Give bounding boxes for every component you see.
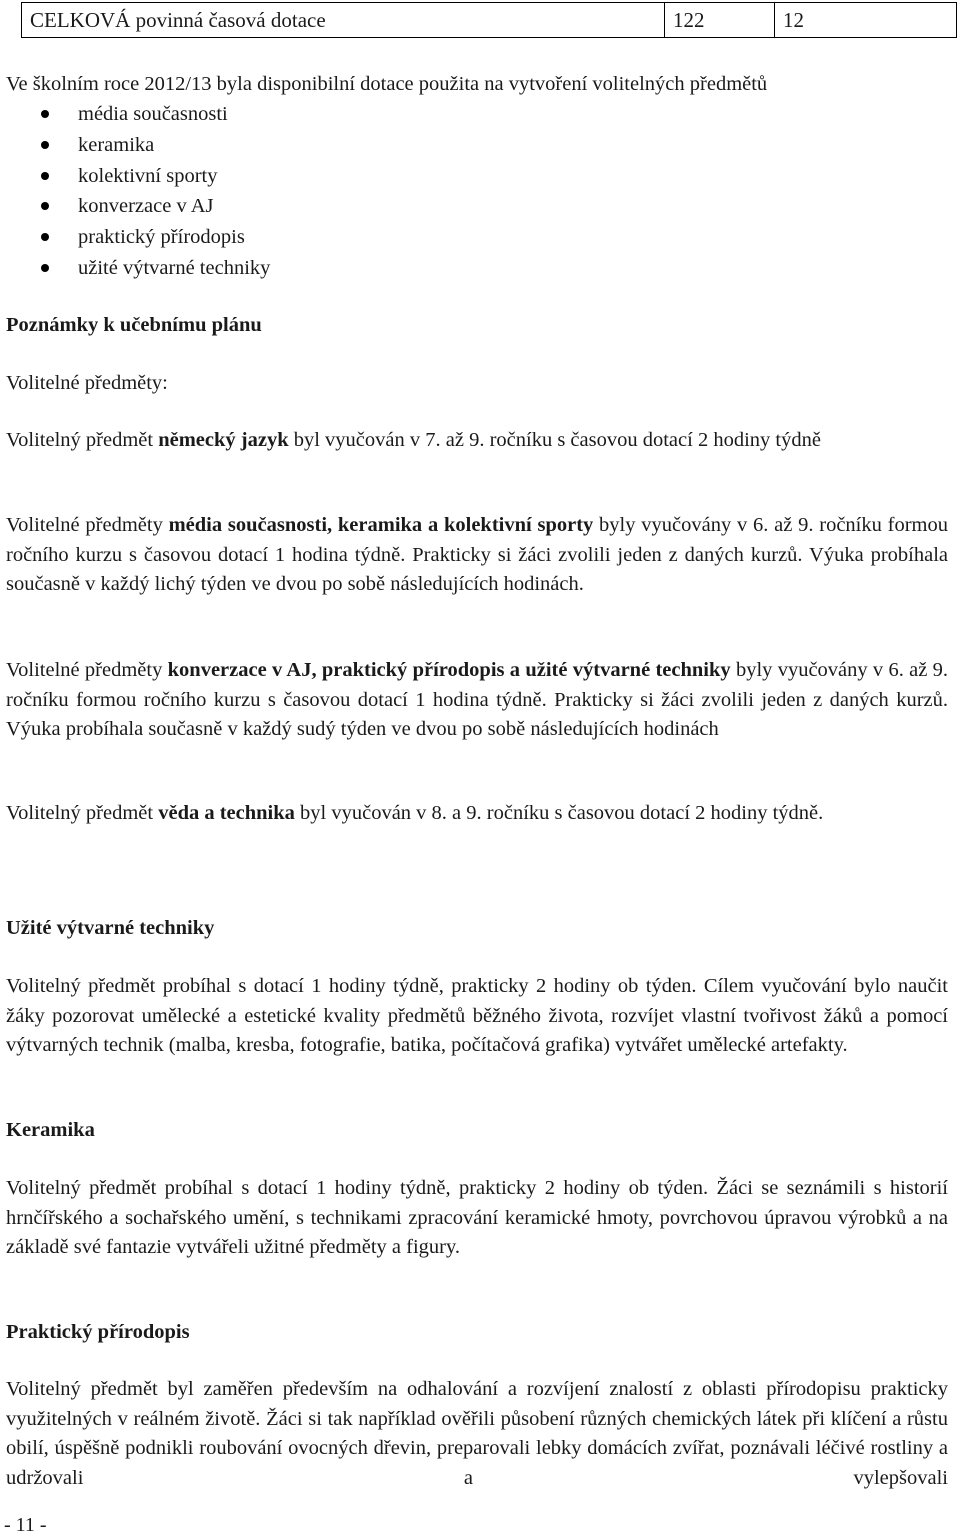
bullet-icon xyxy=(41,233,49,241)
uvt-heading: Užité výtvarné techniky xyxy=(6,917,215,939)
uvt-paragraph: Volitelný předmět probíhal s dotací 1 hodiny týdně, prakticky 2 hodiny ob týden. Cílem vyučování bylo naučit žáky pozorovat umělecké a estetické kvality předmětů běžného života, rozvíjet vlastní tvořivost žáků a pomocí výtvarných technik (malba, kresba, fotografie, batika, počítačová grafika) vytvářet umělecké artefakty. xyxy=(6,975,948,1056)
bullet-icon xyxy=(41,172,49,180)
bullet-icon xyxy=(41,202,49,210)
keramika-heading: Keramika xyxy=(6,1119,95,1141)
page-number: - 11 - xyxy=(4,1514,47,1536)
table-row xyxy=(22,3,957,38)
total-value-cell: 122 xyxy=(665,3,775,38)
total-hours-table xyxy=(21,2,957,38)
list-item: média současnosti xyxy=(0,99,270,130)
prirodopis-heading: Praktický přírodopis xyxy=(6,1321,190,1343)
list-item: praktický přírodopis xyxy=(0,222,270,253)
total-label-cell: CELKOVÁ povinná časová dotace xyxy=(22,3,665,38)
list-item: užité výtvarné techniky xyxy=(0,253,270,284)
list-item: keramika xyxy=(0,130,270,161)
veda-paragraph: Volitelný předmět věda a technika byl vyučován v 8. a 9. ročníku s časovou dotací 2 hodiny týdně. xyxy=(6,802,824,824)
notes-heading: Poznámky k učebnímu plánu xyxy=(6,314,262,336)
list-item: konverzace v AJ xyxy=(0,191,270,222)
bullet-icon xyxy=(41,141,49,149)
prirodopis-paragraph: Volitelný předmět byl zaměřen především na odhalování a rozvíjení znalostí z oblasti přírodopisu prakticky využitelných v reálném životě. Žáci si tak například ověřili působení různých chemických látek při klíčení a růstu obilí, úspěšně podnikli roubování ovocných dřevin, preparovali lebky domácích zvířat, poznávali léčivé rostliny a udržovali a vylepšovali xyxy=(6,1378,948,1489)
konverzace-paragraph: Volitelné předměty konverzace v AJ, praktický přírodopis a užité výtvarné techniky byly vyučovány v 6. až 9. ročníku formou ročního kurzu s časovou dotací 1 hodina týdně. Prakticky si žáci zvolili jeden z daných kurzů. Výuka probíhala současně v každý sudý týden ve dvou po sobě následujících hodinách xyxy=(6,659,949,740)
keramika-paragraph: Volitelný předmět probíhal s dotací 1 hodiny týdně, prakticky 2 hodiny ob týden. Žáci se seznámili s historií hrnčířského a sochařského umění, s technikami zpracování keramické hmoty, povrchovou úpravou výrobků a na základě své fantazie vytvářeli užitné předměty a figury. xyxy=(6,1177,948,1258)
intro-paragraph: Ve školním roce 2012/13 byla disponibilní dotace použita na vytvoření volitelných předmětů xyxy=(6,73,768,95)
subject-list xyxy=(0,99,270,284)
notes-subheading: Volitelné předměty: xyxy=(6,372,168,394)
german-paragraph: Volitelný předmět německý jazyk byl vyučován v 7. až 9. ročníku s časovou dotací 2 hodiny týdně xyxy=(6,429,821,451)
list-item: kolektivní sporty xyxy=(0,161,270,192)
bullet-icon xyxy=(41,110,49,118)
disposable-value-cell: 12 xyxy=(775,3,957,38)
bullet-icon xyxy=(41,264,49,272)
media-paragraph: Volitelné předměty média současnosti, keramika a kolektivní sporty byly vyučovány v 6. až 9. ročníku formou ročního kurzu s časovou dotací 1 hodina týdně. Prakticky si žáci zvolili jeden z daných kurzů. Výuka probíhala současně v každý lichý týden ve dvou po sobě následujících hodinách. xyxy=(6,514,949,595)
